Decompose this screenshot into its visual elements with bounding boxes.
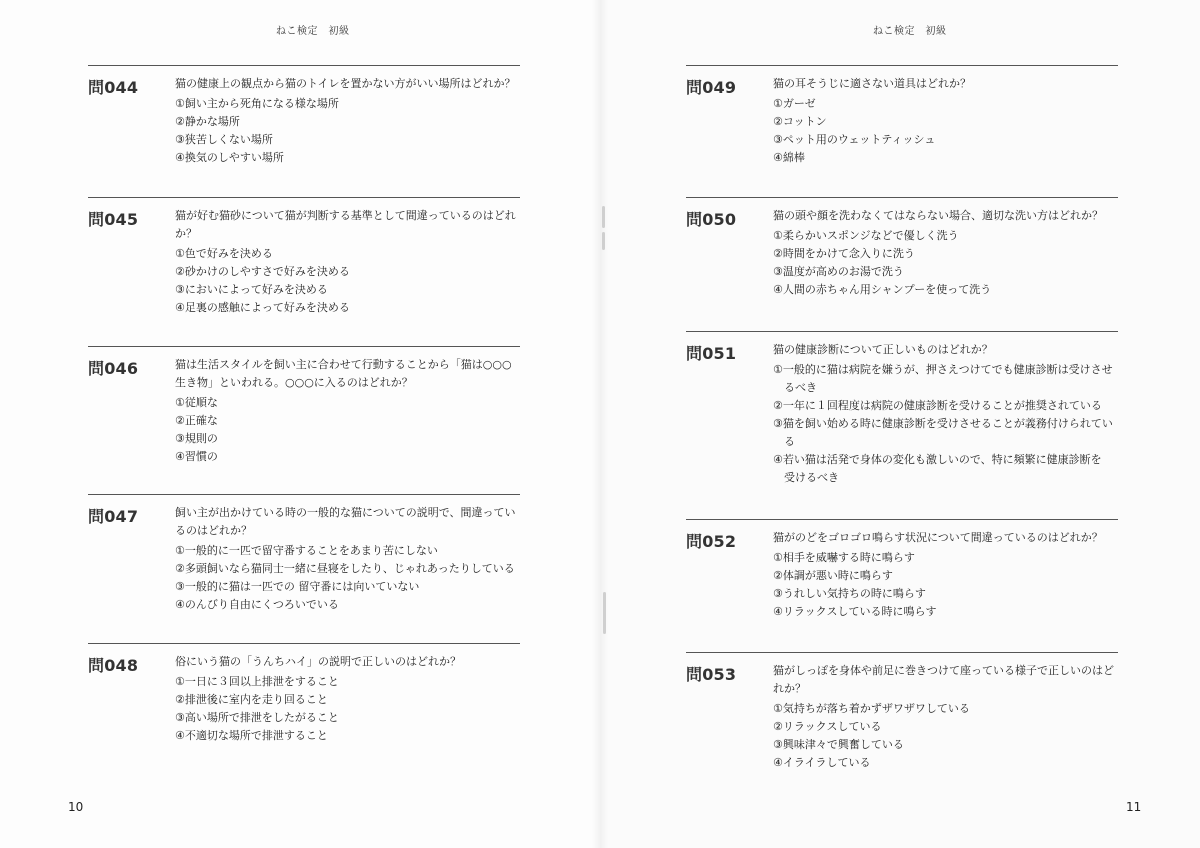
option: ②静かな場所: [175, 115, 240, 128]
question-052: [686, 519, 1118, 618]
divider: [88, 494, 520, 495]
option: ④習慣の: [175, 450, 218, 463]
question-text: 猫の耳そうじに適さない道具はどれか？: [773, 77, 971, 90]
option: ①一般的に一匹で留守番することをあまり苦にしない: [175, 544, 438, 557]
option: ③高い場所で排泄をしたがること: [175, 711, 339, 724]
scan-mark: [602, 232, 605, 250]
question-text-line: 猫がしっぽを身体や前足に巻きつけて座っている様子で正しいのはど: [773, 664, 1114, 677]
option-line: ②一年に１回程度は病院の健康診断を受けることが推奨されている: [773, 399, 1102, 412]
option: ④綿棒: [773, 151, 805, 164]
question-053: [686, 652, 1118, 769]
divider: [686, 652, 1118, 653]
option: ③狭苦しくない場所: [175, 133, 273, 146]
right-page: [600, 0, 1200, 848]
option: ③ペット用のウェットティッシュ: [773, 133, 936, 146]
page-number: 10: [68, 800, 84, 814]
divider: [686, 331, 1118, 332]
divider: [88, 197, 520, 198]
question-number: 問053: [686, 665, 737, 684]
option: ②リラックスしている: [773, 720, 882, 733]
option: ③一般的に猫は一匹での 留守番には向いていない: [175, 580, 420, 593]
divider: [686, 197, 1118, 198]
question-047: [88, 494, 520, 611]
option: ④不適切な場所で排泄すること: [175, 729, 328, 742]
page-number: 11: [1126, 800, 1142, 814]
option-line: ④若い猫は活発で身体の変化も激しいので、特に頻繁に健康診断を: [773, 453, 1102, 466]
question-number: 問051: [686, 344, 737, 363]
option-line: るべき: [773, 381, 817, 394]
question-text-line: るのはどれか？: [175, 524, 252, 537]
scan-mark: [602, 206, 605, 228]
option: ①色で好みを決める: [175, 247, 273, 260]
book-gutter: [592, 0, 608, 848]
question-048: [88, 643, 520, 742]
question-number: 問049: [686, 78, 737, 97]
option: ④のんびり自由にくつろいでいる: [175, 598, 339, 611]
question-text-line: 生き物」といわれる。○○○に入るのはどれか？: [175, 376, 413, 389]
question-045: [88, 197, 520, 314]
question-049: [686, 65, 1118, 164]
question-text: 猫がのどをゴロゴロ鳴らす状況について間違っているのはどれか？: [773, 531, 1103, 544]
option: ②多頭飼いなら猫同士一緒に昼寝をしたり、じゃれあったりしている: [175, 562, 515, 575]
divider: [88, 65, 520, 66]
question-text-line: か？: [175, 227, 197, 240]
option: ④足裏の感触によって好みを決める: [175, 301, 350, 314]
question-050: [686, 197, 1118, 296]
question-044: [88, 65, 520, 164]
question-number: 問044: [88, 78, 139, 97]
question-number: 問048: [88, 656, 139, 675]
option: ②正確な: [175, 414, 218, 427]
running-header: ねこ検定 初級: [873, 26, 947, 37]
scan-mark: [603, 592, 606, 634]
option: ④換気のしやすい場所: [175, 151, 284, 164]
question-text: 猫の頭や顔を洗わなくてはならない場合、適切な洗い方はどれか？: [773, 209, 1103, 222]
running-header: ねこ検定 初級: [276, 26, 350, 37]
question-number: 問046: [88, 359, 139, 378]
option: ①相手を威嚇する時に鳴らす: [773, 551, 915, 564]
question-number: 問047: [88, 507, 139, 526]
option: ②コットン: [773, 115, 827, 128]
option-line: ①一般的に猫は病院を嫌うが、押さえつけてでも健康診断は受けさせ: [773, 363, 1113, 376]
option: ①ガーゼ: [773, 97, 816, 110]
question-text-line: 猫は生活スタイルを飼い主に合わせて行動することから「猫は○○○: [175, 358, 512, 371]
question-text: 猫の健康診断について正しいものはどれか？: [773, 343, 993, 356]
question-051: [686, 331, 1118, 484]
option: ③規則の: [175, 432, 218, 445]
question-number: 問052: [686, 532, 737, 551]
question-046: [88, 346, 520, 463]
option: ①従順な: [175, 396, 218, 409]
divider: [88, 346, 520, 347]
option: ②体調が悪い時に鳴らす: [773, 569, 893, 582]
question-text: 猫の健康上の観点から猫のトイレを置かない方がいい場所はどれか？: [175, 77, 516, 90]
question-number: 問045: [88, 210, 139, 229]
question-text-line: れか？: [773, 682, 806, 695]
option: ③温度が高めのお湯で洗う: [773, 265, 904, 278]
option-line: ③猫を飼い始める時に健康診断を受けさせることが義務付けられてい: [773, 417, 1113, 430]
option: ②時間をかけて念入りに洗う: [773, 247, 915, 260]
divider: [686, 65, 1118, 66]
question-text: 俗にいう猫の「うんちハイ」の説明で正しいのはどれか？: [175, 655, 461, 668]
option-line: 受けるべき: [773, 471, 839, 484]
option: ④人間の赤ちゃん用シャンプーを使って洗う: [773, 283, 992, 296]
option: ①気持ちが落ち着かずザワザワしている: [773, 702, 970, 715]
option: ④リラックスしている時に鳴らす: [773, 605, 937, 618]
option-line: る: [773, 435, 795, 448]
divider: [88, 643, 520, 644]
option: ①飼い主から死角になる様な場所: [175, 97, 339, 110]
question-number: 問050: [686, 210, 737, 229]
option: ④イライラしている: [773, 756, 871, 769]
option: ③においによって好みを決める: [175, 283, 328, 296]
option: ①柔らかいスポンジなどで優しく洗う: [773, 229, 959, 242]
divider: [686, 519, 1118, 520]
option: ③興味津々で興奮している: [773, 738, 904, 751]
option: ③うれしい気持ちの時に鳴らす: [773, 587, 926, 600]
question-text-line: 飼い主が出かけている時の一般的な猫についての説明で、間違ってい: [175, 506, 516, 519]
option: ①一日に３回以上排泄をすること: [175, 675, 339, 688]
option: ②砂かけのしやすさで好みを決める: [175, 265, 350, 278]
question-text-line: 猫が好む猫砂について猫が判断する基準として間違っているのはどれ: [175, 209, 516, 222]
option: ②排泄後に室内を走り回ること: [175, 693, 328, 706]
